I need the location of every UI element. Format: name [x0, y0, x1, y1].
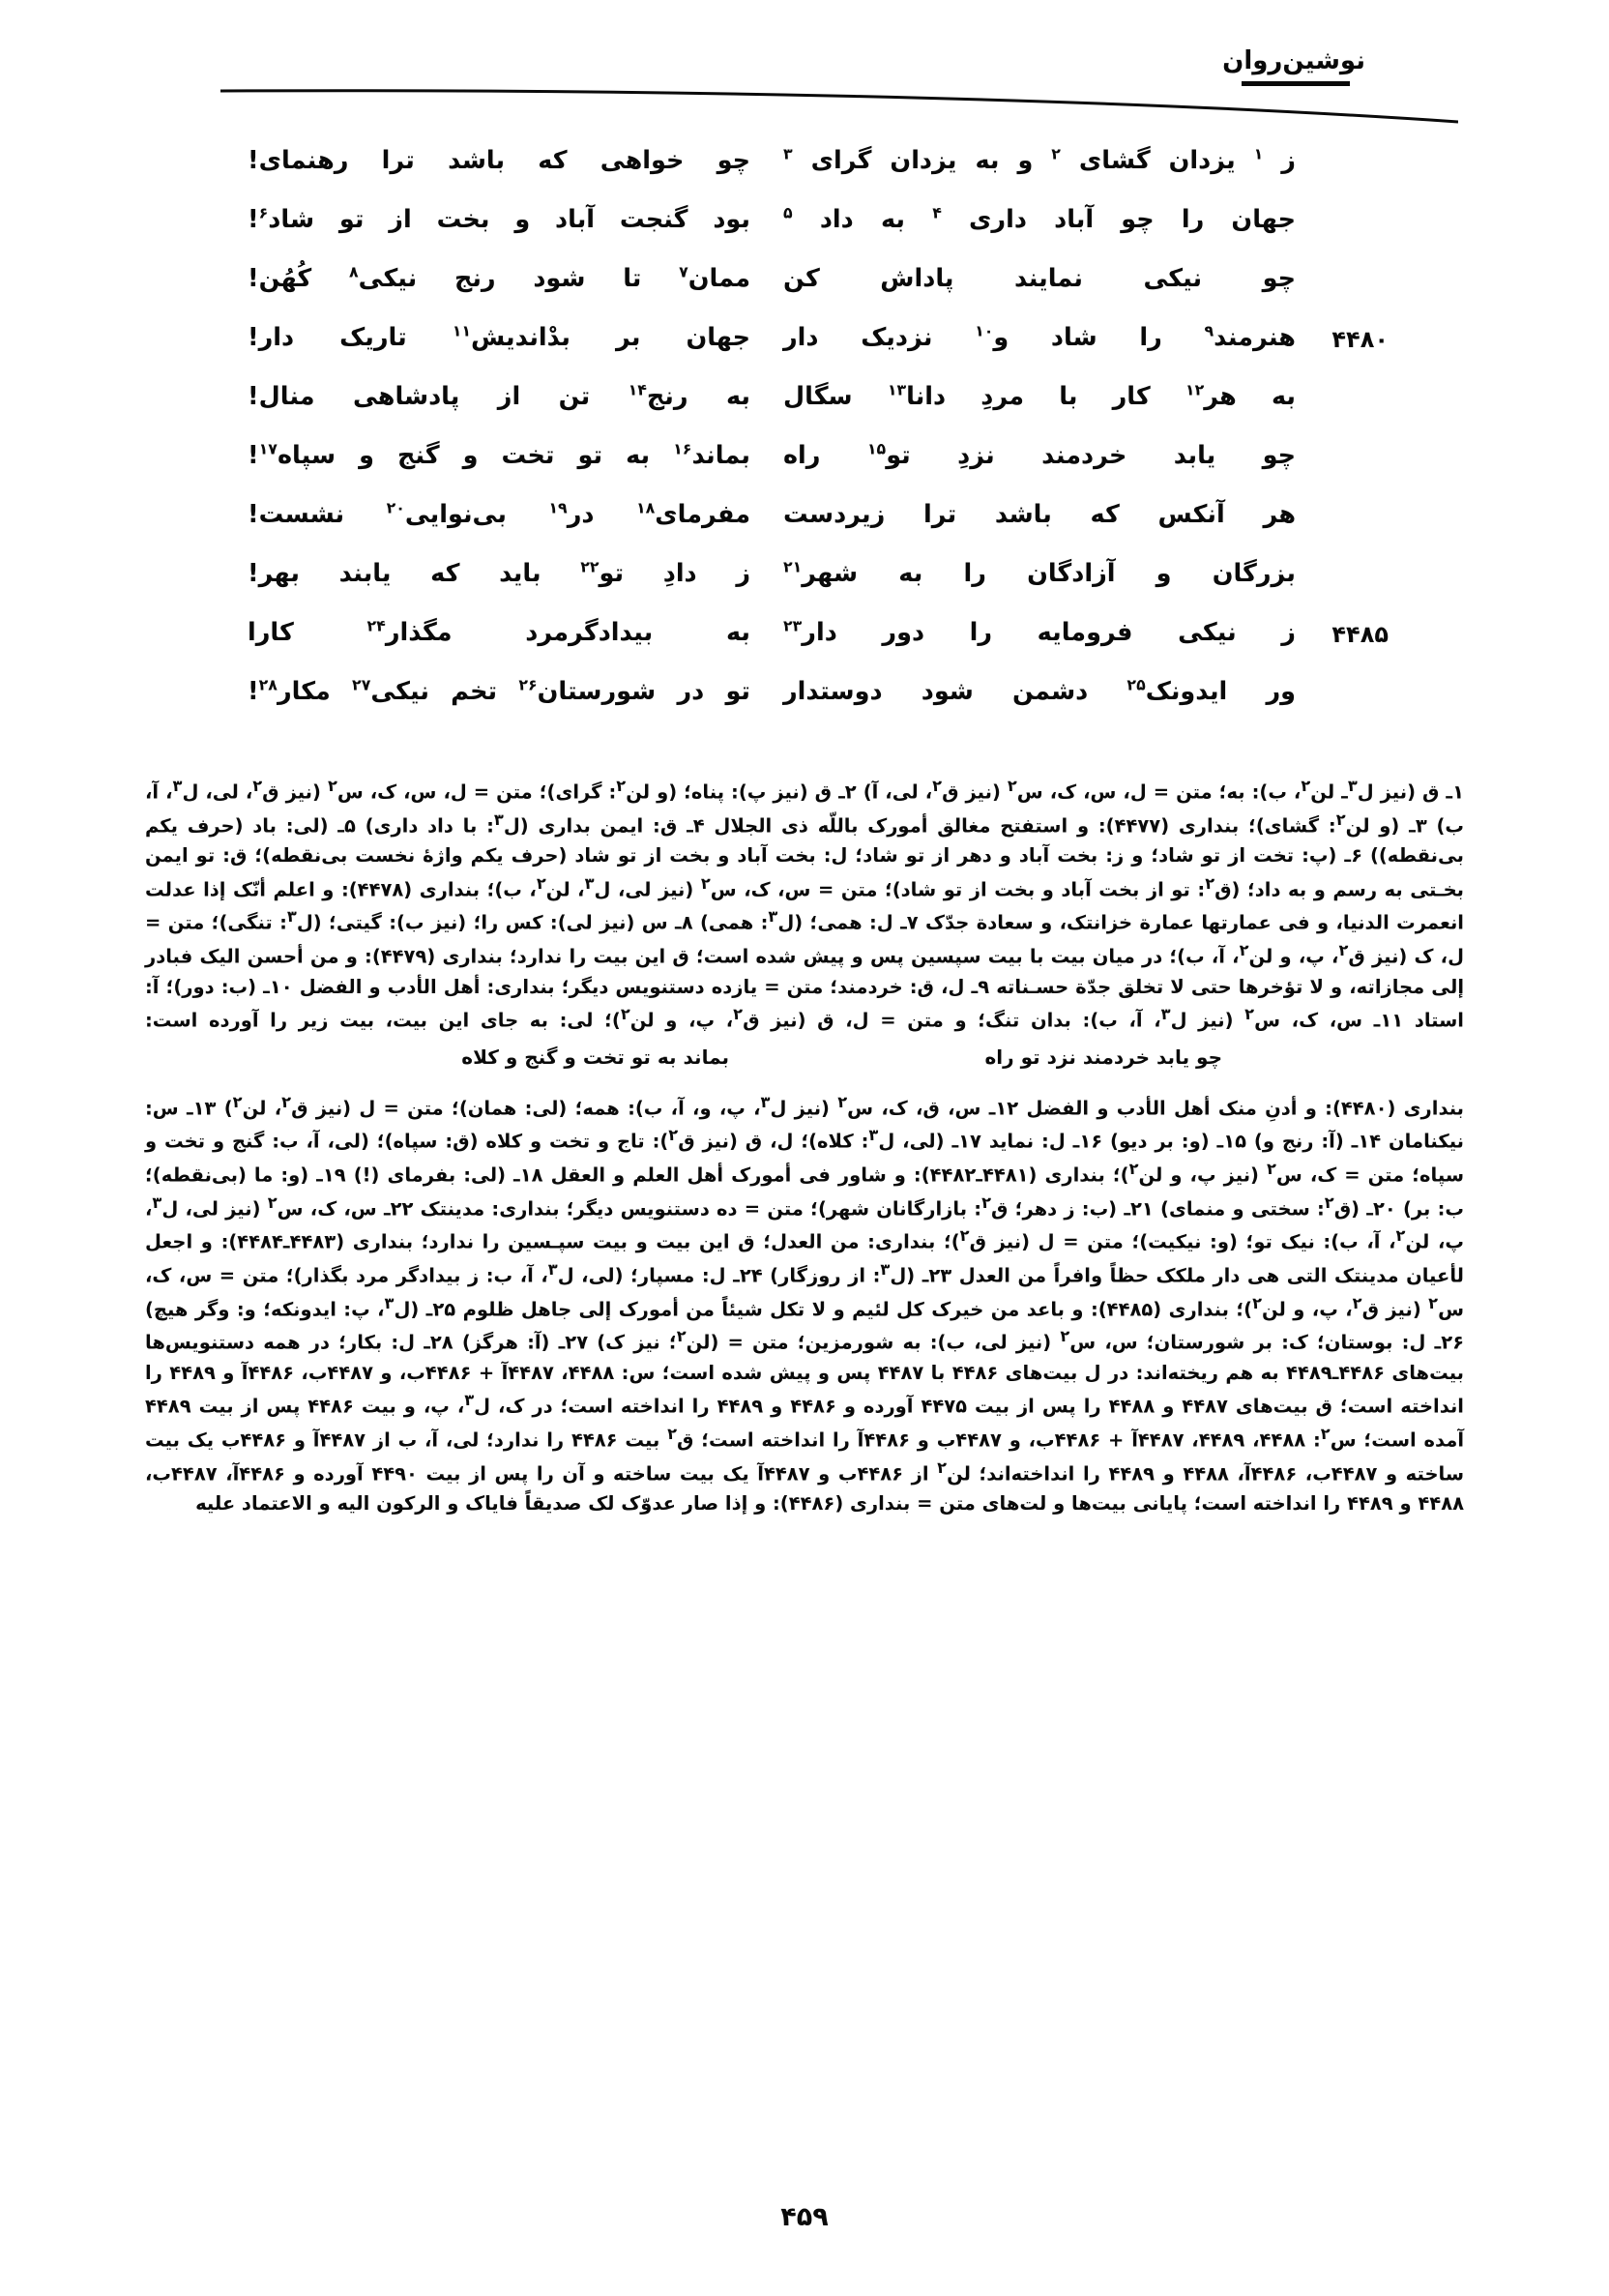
hemistich-second: به بیدادگرمرد مگذار$^{۲۴}$ کارا	[248, 616, 750, 647]
running-head: نوشین‌روان	[1222, 46, 1365, 75]
apparatus-paragraph: ۱ـ ق (نیز ل$^۳$ـ لن$^۲$، ب): به؛ متن = ل، س، ک، س$^۲$ (نیز ق$^۲$، لی، آ) ۲ـ ق (نیز پ): پناه؛ (و لن$^۲$: گرای)؛ متن = ل، س، ک، س$^۲$ (نیز ق$^۲$، لی، ل$^۳$، آ، ب) ۳ـ (و لن$^۲$: گشای)؛ بنداری (۴۴۷۷): و استفتح مغالق أمورک باللّه ذی الجلال ۴ـ ق: ایمن بداری (ل$^۳$: با داد داری) ۵ـ (لی: باد (حرف یکم بی‌نقطه)) ۶ـ (پ: تخت از تو شاد؛ و ز: بخت آباد و دهر از تو شاد؛ ل: بخت آباد و بخت از تو شاد (حرف یکم واژهٔ نخست بی‌نقطه)؛ ق: تو ایمن بخـتی به رسم و به داد؛ (ق$^۲$: تو از بخت آباد و بخت از تو شاد)؛ متن = س، ک، س$^۲$ (نیز لی، ل$^۳$، لن$^۲$، ب)؛ بنداری (۴۴۷۸): و اعلم أنّک إذا عدلت انعمرت الدنیا، و فی عمارتها عمارة خزانتک، و سعادة جدّک ۷ـ ل: همی؛ (ل$^۳$: همی) ۸ـ س (نیز لی): کس را؛ (نیز ب): گیتی؛ (ل$^۳$: تنگی)؛ متن = ل، ک (نیز ق$^۲$، پ، و لن$^۲$، آ، ب)؛ در میان بیت با بیت سپسین پس و پیش شده است؛ ق این بیت را ندارد؛ بنداری (۴۴۷۹): و من أحسن الیک فبادر إلی مجازاته، و لا تؤخرها حتی لا تخلق جدّة حسـناته ۹ـ ل، ق: خردمند؛ متن = یازده دستنویس دیگر؛ بنداری: أهل الأدب و الفضل ۱۰ـ (ب: دور)؛ آ: استاد ۱۱ـ س، ک، س$^۲$ (نیز ل$^۳$، آ، ب): بدان تنگ؛ و متن = ل، ق (نیز ق$^۲$، پ، و لن$^۲$)؛ لی: به جای این بیت، بیت زیر را آورده است:	[145, 777, 1465, 1032]
hemistich-first: هنرمند$^۹$ را شاد و$^{۱۰}$ نزدیک دار	[783, 321, 1296, 352]
hemistich-first: ز $^۱$ یزدان گشای $^۲$ و به یزدان گرای $^۳$	[783, 144, 1296, 175]
hemistich-second: بود گنجت آباد و بخت از تو شاد$^۶$!	[248, 203, 750, 234]
hemistich-first: بزرگان و آزادگان را به شهر$^{۲۱}$	[783, 557, 1296, 588]
hemistich-first: هر آنکس که باشد ترا زیردست	[783, 500, 1296, 529]
verse-row	[220, 320, 1389, 379]
hemistich-second: مفرمای$^{۱۸}$ در$^{۱۹}$ بی‌نوایی$^{۲۰}$ نشست!	[248, 498, 750, 529]
hemistich-second: ز دادِ تو$^{۲۲}$ باید که یابند بهر!	[248, 557, 750, 588]
verse-number: ۴۴۸۵	[1331, 621, 1389, 648]
verse-row	[220, 143, 1389, 202]
hemistich-second: بماند$^{۱۶}$ به تو تخت و گنج و سپاه$^{۱۷}$!	[248, 439, 750, 470]
hemistich-first: به هر$^{۱۲}$ کار با مردِ دانا$^{۱۳}$ سگال	[783, 380, 1297, 411]
hemistich-second: به رنج$^{۱۴}$ تن از پادشاهی منال!	[248, 380, 750, 411]
hemistich-second: تو در شورستان$^{۲۶}$ تخم نیکی$^{۲۷}$ مکار$^{۲۸}$!	[248, 675, 751, 706]
hemistich-second: چو خواهی که باشد ترا رهنمای!	[248, 146, 750, 175]
hemistich-first: جهان را چو آباد داری $^۴$ به داد $^۵$	[783, 203, 1296, 234]
apparatus-inset-verse	[145, 1042, 1464, 1086]
hemistich-first: ور ایدونک$^{۲۵}$ دشمن شود دوستدار	[783, 675, 1296, 706]
verse-number: ۴۴۸۰	[1331, 326, 1389, 353]
verse-row	[220, 261, 1389, 320]
hemistich-first: چو نیکی نمایند پاداش کن	[783, 264, 1296, 293]
verse-row	[220, 497, 1389, 556]
verse-row	[220, 556, 1389, 615]
inset-hemistich-second: بماند به تو تخت و گنج و کلاه	[461, 1045, 729, 1069]
verse-row	[220, 202, 1389, 261]
verse-row	[220, 615, 1389, 674]
verse-row	[220, 674, 1389, 733]
hemistich-first: چو یابد خردمند نزدِ تو$^{۱۵}$ راه	[783, 439, 1296, 470]
folio-number: ۴۵۹	[780, 2202, 829, 2232]
header-curve-rule	[220, 83, 1458, 128]
hemistich-second: جهان بر بدْاندیش$^{۱۱}$ تاریک دار!	[248, 321, 750, 352]
hemistich-second: ممان$^۷$ تا شود رنج نیکی$^۸$ کُهُن!	[248, 262, 750, 293]
verse-block	[220, 143, 1389, 733]
critical-apparatus	[145, 774, 1464, 1519]
inset-hemistich-first: چو یابد خردمند نزد تو راه	[984, 1045, 1222, 1069]
verse-row	[220, 438, 1389, 497]
verse-row	[220, 379, 1389, 438]
apparatus-paragraph: بنداری (۴۴۸۰): و أدنِ منک أهل الأدب و الفضل ۱۲ـ س، ق، ک، س$^۲$ (نیز ل$^۳$، پ، و، آ، ب): همه؛ (لی: همان)؛ متن = ل (نیز ق$^۲$، لن$^۲$) ۱۳ـ س: نیکنامان ۱۴ـ (آ: رنج و) ۱۵ـ (و: بر دیو) ۱۶ـ ل: نماید ۱۷ـ (لی، ل$^۳$: کلاه)؛ ل، ق (نیز ق$^۲$): تاج و تخت و کلاه (ق: سپاه)؛ (لی، آ، ب: گنج و تخت و سپاه؛ متن = ک، س$^۲$ (نیز پ، و لن$^۲$)؛ بنداری (۴۴۸۱ـ۴۴۸۲): و شاور فی أمورک أهل العلم و العقل ۱۸ـ (لی: بفرمای (!) ۱۹ـ (و: ما (بی‌نقطه)؛ ب: بر) ۲۰ـ (ق$^۲$: سختی و منمای) ۲۱ـ (ب: ز دهر؛ ق$^۲$: بازارگانان شهر)؛ متن = ده دستنویس دیگر؛ بنداری: مدینتک ۲۲ـ س، ک، س$^۲$ (نیز لی، ل$^۳$، پ، لن$^۲$، آ، ب): نیک تو؛ (و: نیکیت)؛ متن = ل (نیز ق$^۲$)؛ بنداری: من العدل؛ ق این بیت و بیت سپـسین را ندارد؛ بنداری (۴۴۸۳ـ۴۴۸۴): و اجعل لأعیان مدینتک التی هی دار ملکک حظاً وافراً من العدل ۲۳ـ (ل$^۳$: از روزگار) ۲۴ـ ل: مسپار؛ (لی، ل$^۳$، آ، ب: ز بیدادگر مرد بگذار)؛ متن = س، ک، س$^۲$ (نیز ق$^۲$، پ، و لن$^۲$)؛ بنداری (۴۴۸۵): و باعد من خیرک کل لئیم و لا تکل شیئاً من أمورک إلی جاهل ظلوم ۲۵ـ (ل$^۳$، پ: ایدونکه؛ و: وگر هیچ) ۲۶ـ ل: بوستان؛ ک: بر شورستان؛ س، س$^۲$ (نیز لی، ب): به شورمزین؛ متن = (لن$^۲$؛ نیز ک) ۲۷ـ (آ: هرگز) ۲۸ـ ل: بکار؛ در همه دستنویس‌ها بیت‌های ۴۴۸۶ـ۴۴۸۹ به هم ریخته‌اند: در ل بیت‌های ۴۴۸۶ با ۴۴۸۷ پس و پیش شده است؛ س: ۴۴۸۸، ۴۴۸۷آ + ۴۴۸۶ب، و ۴۴۸۷ب، ۴۴۸۶آ و ۴۴۸۹ را انداخته است؛ ق بیت‌های ۴۴۸۷ و ۴۴۸۸ را پس از بیت ۴۴۷۵ آورده و ۴۴۸۶ و ۴۴۸۹ را انداخته است؛ در ک، ل$^۳$، پ، و بیت ۴۴۸۶ پس از بیت ۴۴۸۹ آمده است؛ س$^۲$: ۴۴۸۸، ۴۴۸۹، ۴۴۸۷آ + ۴۴۸۶ب، و ۴۴۸۷ب و ۴۴۸۶آ را انداخته است؛ ق$^۲$ بیت ۴۴۸۶ را ندارد؛ لی، آ، ب از ۴۴۸۷آ و ۴۴۸۶ب یک بیت ساخته و ۴۴۸۷ب، ۴۴۸۶آ، ۴۴۸۸ و ۴۴۸۹ را انداخته‌اند؛ لن$^۲$ از ۴۴۸۶ب و ۴۴۸۷آ یک بیت ساخته و آن را پس از بیت ۴۴۹۰ آورده و ۴۴۸۶آ، ۴۴۸۷ب، ۴۴۸۸ و ۴۴۸۹ را انداخته است؛ پایانی بیت‌ها و لت‌های متن = بنداری (۴۴۸۶): و إذا صار عدوّک لک صدیقاً فایاک و الرکون الیه و الاعتماد علیه	[145, 1092, 1465, 1516]
hemistich-first: ز نیکی فرومایه را دور دار$^{۲۳}$	[783, 616, 1296, 647]
